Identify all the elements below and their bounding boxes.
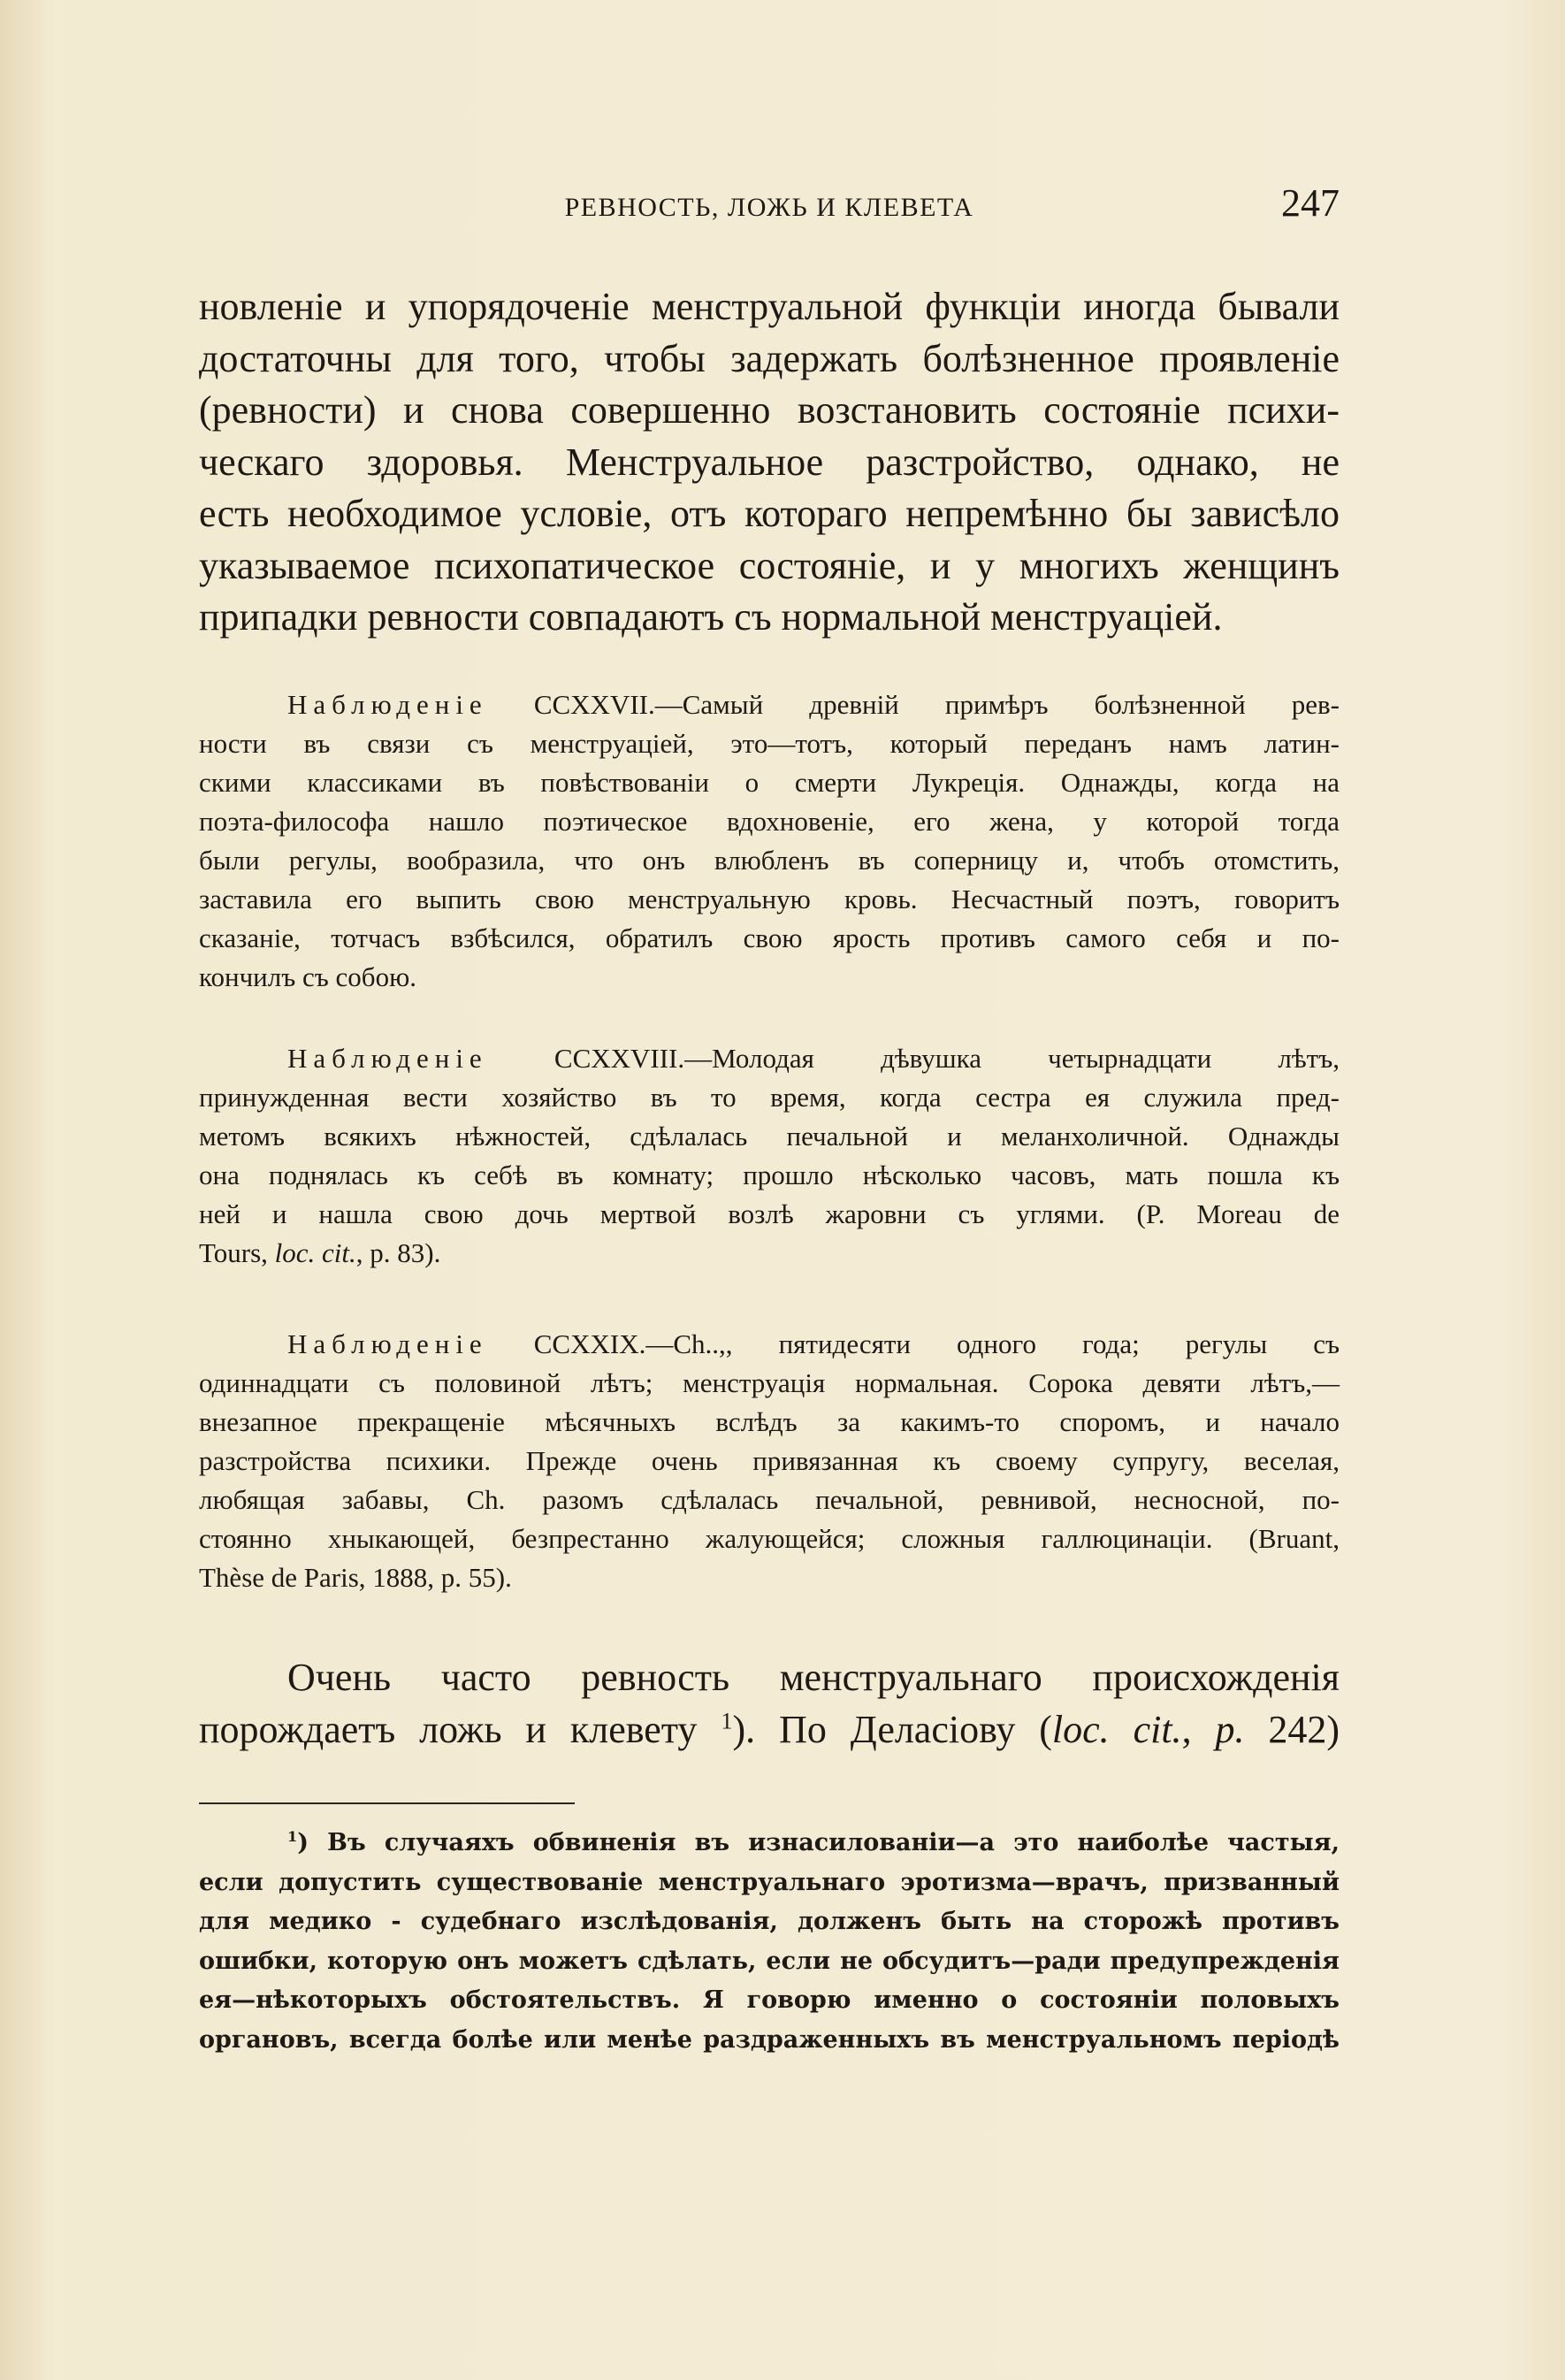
observation-first-line	[199, 685, 1340, 724]
text-line: метомъ всякихъ нѣжностей, сдѣлалась печальной и меланхоличной. Однажды	[199, 1121, 1340, 1152]
text-line: достаточны для того, чтобы задержать болѣзненное проявленіе	[199, 336, 1340, 380]
text-line: ности въ связи съ менструаціей, это—тотъ, который переданъ намъ латин-	[199, 728, 1340, 759]
footnote	[199, 1824, 1340, 2060]
text-line: Очень часто ревность менструальнаго происхожденія	[287, 1656, 1340, 1699]
footnote-reference: 1	[721, 1706, 733, 1733]
observation-text: —Самый древній примѣръ болѣзненной рев-	[654, 689, 1340, 720]
text-line: ошибки, которую онъ можетъ сдѣлать, если не обсудитъ—ради предупрежденія	[199, 1947, 1340, 1975]
page-header	[199, 177, 1340, 239]
observation-text: —Молодая дѣвушка четырнадцати лѣтъ,	[684, 1043, 1340, 1074]
citation-italic: p.	[1215, 1707, 1245, 1751]
citation-italic: loc. cit.	[1051, 1707, 1182, 1751]
text-line: сказаніе, тотчасъ взбѣсился, обратилъ свою ярость противъ самого себя и по-	[199, 922, 1340, 953]
text-line: новленіе и упорядоченіе менструальной функціи иногда бывали	[199, 285, 1340, 328]
observation-228	[199, 1039, 1340, 1273]
text-line: принужденная вести хозяйство въ то время, когда сестра ея служила пред-	[199, 1082, 1340, 1113]
text-line: порождаетъ ложь и клевету $^1$). По Деласіову (loc. cit., p. 242)	[199, 1706, 1340, 1751]
text-line: внезапное прекращеніе мѣсячныхъ вслѣдъ за какимъ-то споромъ, и начало	[199, 1406, 1340, 1437]
text-line: для медико - судебнаго изслѣдованія, долженъ быть на сторожѣ противъ	[199, 1908, 1340, 1935]
text-line: органовъ, всегда болѣе или менѣе раздраженныхъ въ менструальномъ періодѣ	[199, 2025, 1340, 2054]
observation-label: Наблюденіе	[287, 1043, 488, 1074]
footnote-first-line: $^1$) Въ случаяхъ обвиненія въ изнасилованіи—а это наиболѣе частыя,	[287, 1828, 1340, 1856]
text-line: ея—нѣкоторыхъ обстоятельствъ. Я говорю именно о состояніи половыхъ	[199, 1986, 1340, 2014]
observation-number: CCXXIX.	[533, 1328, 646, 1359]
page-number: 247	[1281, 181, 1340, 225]
paragraph-bottom	[199, 1652, 1340, 1756]
observation-first-line	[199, 1039, 1340, 1078]
observation-number: CCXXVIII.	[553, 1043, 685, 1074]
citation-italic: loc. cit.	[274, 1237, 356, 1268]
observation-227	[199, 685, 1340, 997]
text-line: любящая забавы, Ch. разомъ сдѣлалась печальной, ревнивой, несносной, по-	[199, 1484, 1340, 1515]
text-line: Thèse de Paris, 1888, p. 55).	[199, 1562, 512, 1593]
observation-first-line	[199, 1325, 1340, 1364]
text-line: стоянно хныкающей, безпрестанно жалующейся; сложныя галлюцинаціи. (Bruant,	[199, 1523, 1340, 1554]
text-line: одиннадцати съ половиной лѣтъ; менструація нормальная. Сорока девяти лѣтъ,—	[199, 1367, 1340, 1398]
text-line: ней и нашла свою дочь мертвой возлѣ жаровни съ углями. (P. Moreau de	[199, 1198, 1340, 1229]
text-line: кончилъ съ собою.	[199, 961, 416, 992]
text-line: указываемое психопатическое состояніе, и у многихъ женщинъ	[199, 543, 1340, 587]
observation-label: Наблюденіе	[287, 689, 488, 720]
text-line: припадки ревности совпадаютъ съ нормальной менструаціей.	[199, 595, 1223, 639]
text-line: были регулы, вообразила, что онъ влюбленъ въ соперницу и, чтобъ отомстить,	[199, 845, 1340, 876]
observation-label: Наблюденіе	[287, 1328, 488, 1359]
text-line: если допустить существованіе менструальнаго эротизма—врачъ, призванный	[199, 1868, 1340, 1896]
paragraph-top	[199, 281, 1340, 644]
observation-text: —Ch..,, пятидесяти одного года; регулы съ	[645, 1328, 1340, 1359]
observation-number: CCXXVII.	[533, 689, 655, 720]
text-line: она поднялась къ себѣ въ комнату; прошло нѣсколько часовъ, мать пошла къ	[199, 1159, 1340, 1190]
text-line: (ревности) и снова совершенно возстановить состояніе психи-	[199, 388, 1340, 432]
footnote-divider	[199, 1802, 575, 1804]
text-line: заставила его выпить свою менструальную кровь. Несчастный поэтъ, говоритъ	[199, 884, 1340, 915]
text-line: Tours, loc. cit., p. 83).	[199, 1237, 441, 1268]
observation-229	[199, 1325, 1340, 1597]
text-line: скими классиками въ повѣствованіи о смерти Лукреція. Однажды, когда на	[199, 767, 1340, 798]
text-line: ческаго здоровья. Менструальное разстройство, однако, не	[199, 440, 1340, 484]
footnote-mark: 1	[287, 1828, 298, 1845]
text-line: разстройства психики. Прежде очень привязанная къ своему супругу, веселая,	[199, 1445, 1340, 1476]
running-title: РЕВНОСТЬ, ЛОЖЬ И КЛЕВЕТА	[564, 193, 974, 222]
text-line: есть необходимое условіе, отъ котораго непремѣнно бы зависѣло	[199, 492, 1340, 535]
text-line: поэта-философа нашло поэтическое вдохновеніе, его жена, у которой тогда	[199, 806, 1340, 837]
